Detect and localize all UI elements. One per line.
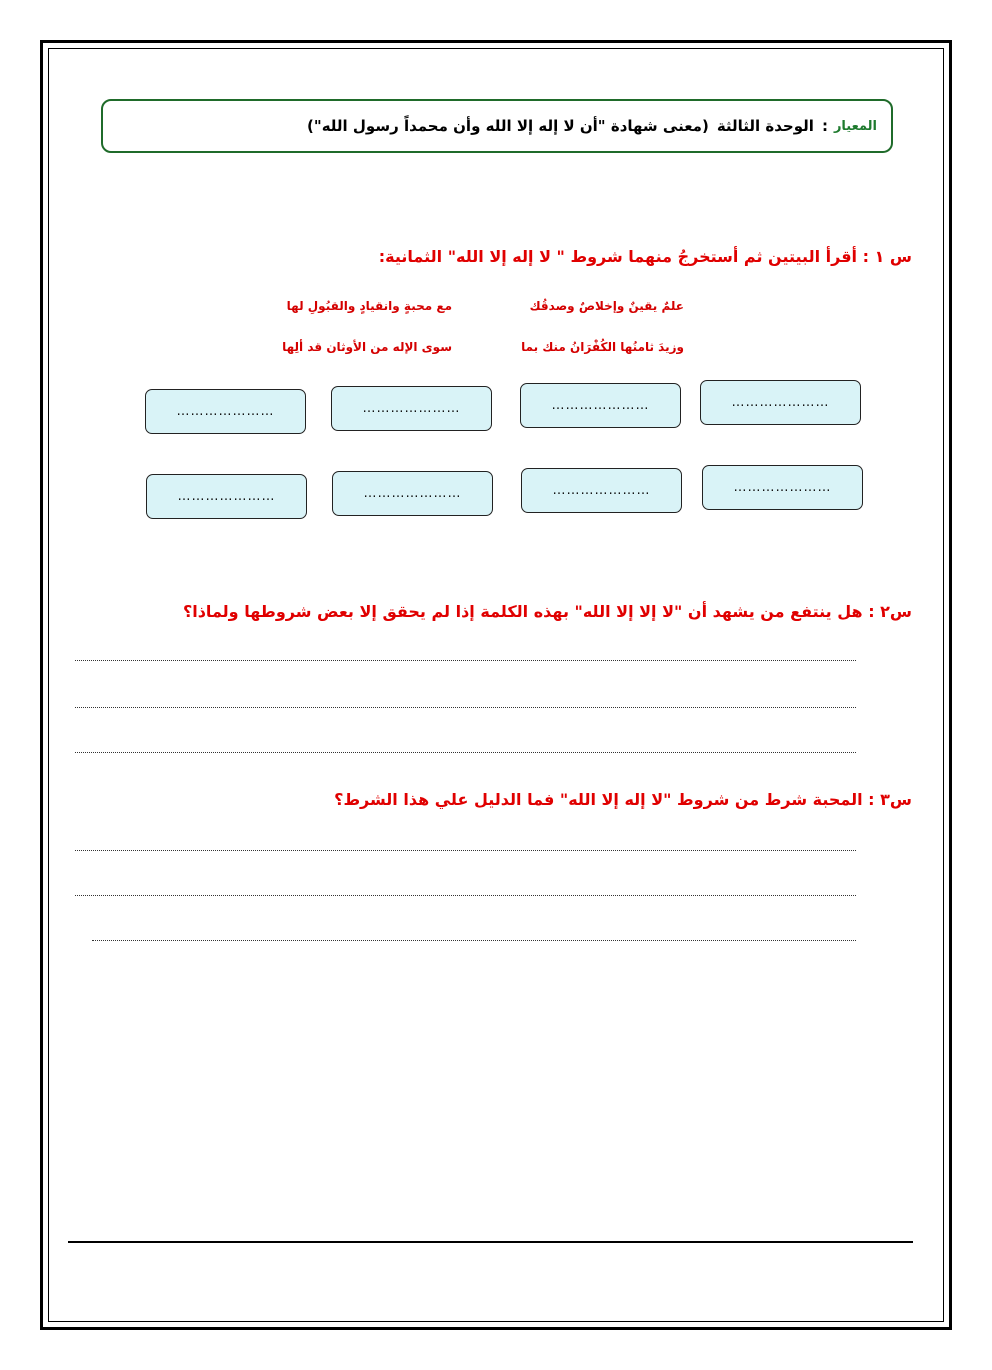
answer-box-8[interactable]: ………………… [146, 474, 307, 519]
answer-box-6[interactable]: ………………… [521, 468, 682, 513]
question-1: س ١ : أقرأ البيتين ثم أستخرجُ منهما شروط " لا إله إلا الله" الثمانية: [378, 247, 912, 266]
verse-2-left: سوى الإله من الأوثان قد ألِها [282, 340, 452, 354]
answer-line-q2-2[interactable] [75, 707, 856, 708]
question-3: س٣ : المحبة شرط من شروط "لا إله إلا الله" فما الدليل علي هذا الشرط؟ [334, 790, 912, 809]
unit-title: الوحدة الثالثة [716, 117, 814, 135]
answer-box-2[interactable]: ………………… [520, 383, 681, 428]
question-2: س٢ : هل ينتفع من يشهد أن "لا إلا إلا الله" بهذه الكلمة إذا لم يحقق إلا بعض شروطها ولماذا؟ [182, 602, 912, 621]
answer-line-q3-3[interactable] [92, 940, 856, 941]
verse-1-right: علمٌ يقينٌ وإخلاصٌ وصدقُك [529, 299, 684, 313]
footer-rule [68, 1241, 913, 1243]
answer-line-q2-1[interactable] [75, 660, 856, 661]
verse-2-right: وزيدَ ثامنُها الكُفْرَانُ منك بما [521, 340, 684, 354]
answer-box-4[interactable]: ………………… [145, 389, 306, 434]
answer-line-q2-3[interactable] [75, 752, 856, 753]
answer-box-3[interactable]: ………………… [331, 386, 492, 431]
page-inner-border [48, 48, 944, 1322]
verse-1-left: مع محبةٍ وانقيادٍ والقبُولِ لها [286, 299, 452, 313]
lesson-title: (معنى شهادة "أن لا إله إلا الله وأن محمداً رسول الله") [307, 117, 709, 135]
answer-line-q3-2[interactable] [75, 895, 856, 896]
answer-box-1[interactable]: ………………… [700, 380, 861, 425]
answer-box-5[interactable]: ………………… [702, 465, 863, 510]
answer-box-7[interactable]: ………………… [332, 471, 493, 516]
answer-line-q3-1[interactable] [75, 850, 856, 851]
standard-colon: : [821, 117, 828, 135]
header-box [101, 99, 893, 153]
standard-label: المعيار [833, 118, 877, 134]
